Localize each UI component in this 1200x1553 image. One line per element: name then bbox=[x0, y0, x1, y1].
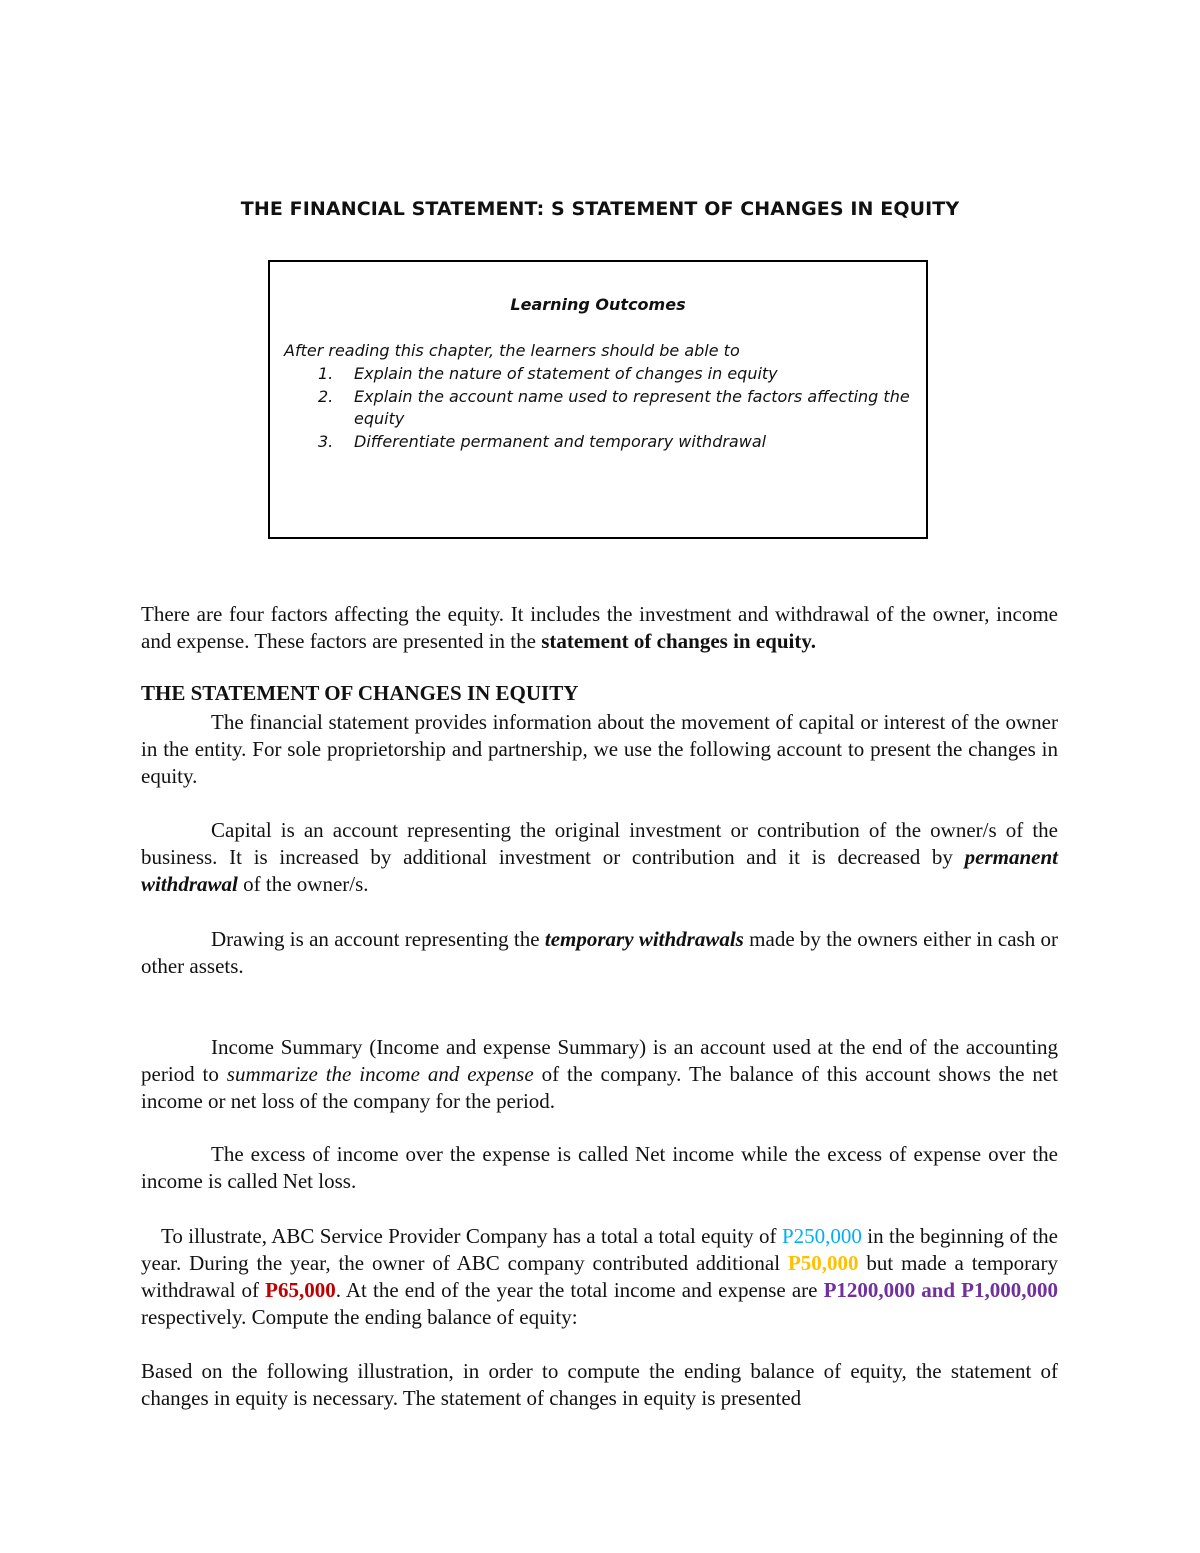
income-expense-values: P1200,000 and P1,000,000 bbox=[823, 1278, 1058, 1302]
beginning-equity-value: P250,000 bbox=[781, 1224, 862, 1248]
list-item bbox=[270, 431, 916, 454]
list-item bbox=[270, 386, 916, 431]
capital-paragraph bbox=[141, 817, 1058, 898]
capital-emphasis: permanent withdrawal bbox=[141, 845, 1058, 896]
net-income-paragraph bbox=[141, 1141, 1058, 1195]
intro-bold: statement of changes in equity. bbox=[541, 629, 816, 653]
drawing-emphasis: temporary withdrawals bbox=[544, 927, 744, 951]
net-income-text: The excess of income over the expense is called Net income while the excess of expense over the income is called Net loss. bbox=[141, 1142, 1058, 1193]
learning-outcomes-intro: After reading this chapter, the learners should be able to bbox=[284, 341, 740, 360]
income-summary-emphasis: summarize the income and expense bbox=[226, 1062, 534, 1086]
income-summary-text-b: of the company. The balance of this account shows the net income or net loss of the company for the period. bbox=[141, 1062, 1058, 1113]
illustration-text-e: respectively. Compute the ending balance of equity: bbox=[141, 1305, 578, 1329]
intro-text: There are four factors affecting the equity. It includes the investment and withdrawal of the owner, income and expense. These factors are presented in the bbox=[141, 602, 1058, 653]
illustration-text-a: To illustrate, ABC Service Provider Company has a total a total equity of bbox=[161, 1224, 782, 1248]
list-item bbox=[270, 363, 916, 386]
financial-statement-paragraph bbox=[141, 709, 1058, 790]
financial-statement-text: The financial statement provides information about the movement of capital or interest of the owner in the entity. For sole proprietorship and partnership, we use the following account to present the changes in equity. bbox=[141, 710, 1058, 788]
capital-text-b: of the owner/s. bbox=[237, 872, 369, 896]
based-paragraph bbox=[141, 1358, 1058, 1412]
list-item-number: 2. bbox=[318, 386, 334, 406]
based-text: Based on the following illustration, in order to compute the ending balance of equity, the statement of changes in equity is necessary. The statement of changes in equity is presented bbox=[141, 1359, 1058, 1410]
list-item-text: Differentiate permanent and temporary withdrawal bbox=[354, 431, 767, 451]
capital-text-a: Capital is an account representing the original investment or contribution of the owner/s of the business. It is increased by additional investment or contribution and it is decreased by bbox=[141, 818, 1058, 869]
list-item-text: Explain the account name used to represent the factors affecting the equity bbox=[354, 386, 910, 428]
illustration-paragraph bbox=[141, 1223, 1058, 1331]
learning-outcomes-box bbox=[268, 260, 928, 539]
illustration-text-c: but made a temporary withdrawal of bbox=[141, 1251, 1058, 1302]
additional-investment-value: P50,000 bbox=[787, 1251, 859, 1275]
withdrawal-value: P65,000 bbox=[265, 1278, 336, 1302]
section-heading: THE STATEMENT OF CHANGES IN EQUITY bbox=[141, 681, 579, 705]
income-summary-paragraph bbox=[141, 1034, 1058, 1115]
drawing-paragraph bbox=[141, 926, 1058, 980]
list-item-number: 3. bbox=[318, 431, 334, 451]
income-summary-text-a: Income Summary (Income and expense Summary) is an account used at the end of the accounting period to bbox=[141, 1035, 1058, 1086]
learning-outcomes-heading: Learning Outcomes bbox=[510, 295, 686, 314]
illustration-text-d: . At the end of the year the total income and expense are bbox=[335, 1278, 824, 1302]
drawing-text-a: Drawing is an account representing the bbox=[211, 927, 545, 951]
drawing-text-b: made by the owners either in cash or other assets. bbox=[141, 927, 1058, 978]
document-title: THE FINANCIAL STATEMENT: S STATEMENT OF CHANGES IN EQUITY bbox=[240, 198, 960, 220]
learning-outcomes-list bbox=[270, 363, 916, 453]
illustration-text-b: in the beginning of the year. During the year, the owner of ABC company contributed additional bbox=[141, 1224, 1058, 1275]
intro-paragraph bbox=[141, 601, 1058, 655]
list-item-text: Explain the nature of statement of changes in equity bbox=[354, 364, 778, 383]
list-item-number: 1. bbox=[318, 364, 334, 383]
